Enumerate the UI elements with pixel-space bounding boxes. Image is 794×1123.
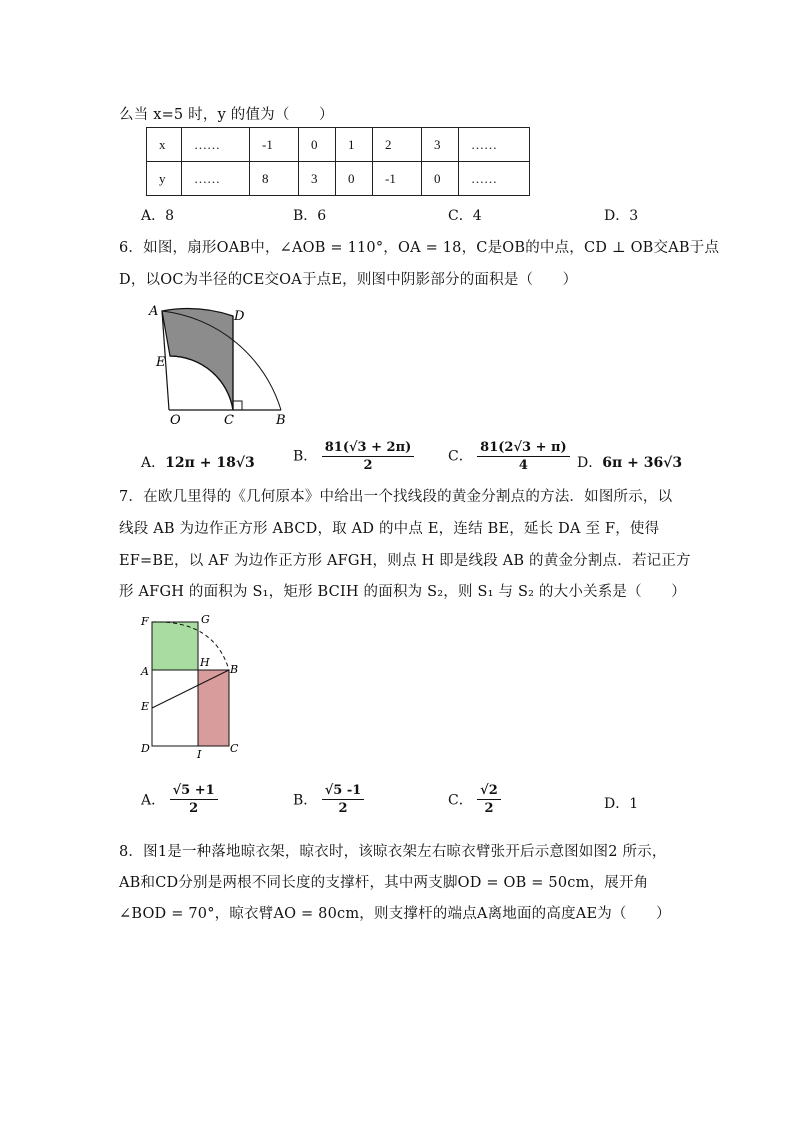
- q5-stem-tail: 么当 x=5 时，y 的值为（ ）: [119, 107, 334, 123]
- q6-label-a: A: [149, 304, 159, 319]
- q6-sector-figure: [140, 300, 310, 435]
- q7-label-f: F: [141, 615, 149, 628]
- table-cell: x: [147, 128, 182, 162]
- q7-option-d[interactable]: D．1: [604, 796, 639, 812]
- table-row: [147, 128, 530, 162]
- q6-stem-line1: 6．如图，扇形OAB中，∠AOB = 110°，OA = 18，C是OB的中点，CD ⊥ OB交AB于点: [119, 240, 720, 256]
- q7-label-c: C: [230, 742, 239, 755]
- q7-label-a: A: [141, 665, 149, 678]
- q5-option-a[interactable]: A．8: [141, 208, 175, 224]
- q7-option-c-fraction: $\frac{√2}{2}$: [477, 783, 501, 816]
- q6-option-b-fraction: $\frac{81(√3 + 2\pi)}{2}$: [322, 440, 415, 473]
- table-cell: 3: [299, 162, 336, 196]
- q6-shaded-region: [162, 309, 233, 410]
- q7-option-a[interactable]: [141, 783, 218, 816]
- q7-stem-line3: EF=BE，以 AF 为边作正方形 AFGH，则点 H 即是线段 AB 的黄金分割点．若记正方: [119, 553, 691, 569]
- table-cell: ……: [182, 128, 250, 162]
- q7-label-g: G: [201, 613, 210, 626]
- q6-option-d[interactable]: [577, 452, 682, 472]
- table-cell: -1: [373, 162, 422, 196]
- q6-option-a-value: 12π + 18√3: [165, 455, 255, 471]
- q6-option-a-prefix: A．: [141, 455, 166, 471]
- q6-option-a[interactable]: [141, 452, 255, 472]
- q6-right-angle-mark: [233, 401, 242, 410]
- table-cell: 0: [299, 128, 336, 162]
- q7-label-i: I: [197, 748, 202, 761]
- table-cell: y: [147, 162, 182, 196]
- q7-rect-bcih: [198, 670, 229, 746]
- q8-stem-line2: AB和CD分别是两根不同长度的支撑杆，其中两支脚OD = OB = 50cm，展开角: [119, 875, 649, 891]
- table-cell: 3: [422, 128, 459, 162]
- table-cell: 0: [422, 162, 459, 196]
- table-row: [147, 162, 530, 196]
- q6-label-e: E: [156, 355, 166, 370]
- q7-option-b-fraction: $\frac{√5 -1}{2}$: [322, 783, 365, 816]
- table-cell: 2: [373, 128, 422, 162]
- q6-option-d-prefix: D．: [577, 455, 603, 471]
- q8-stem-line1: 8．图1是一种落地晾衣架，晾衣时，该晾衣架左右晾衣臂张开后示意图如图2 所示，: [119, 844, 667, 860]
- q8-stem-line3: ∠BOD = 70°，晾衣臂AO = 80cm，则支撑杆的端点A离地面的高度AE为（ ）: [119, 906, 671, 922]
- q7-option-b[interactable]: [293, 783, 364, 816]
- q7-stem-line1: 7．在欧几里得的《几何原本》中给出一个找线段的黄金分割点的方法．如图所示，以: [119, 489, 673, 505]
- table-cell: 0: [336, 162, 373, 196]
- q7-stem-line4: 形 AFGH 的面积为 S₁，矩形 BCIH 的面积为 S₂，则 S₁ 与 S₂ 的大小关系是（ ）: [119, 584, 686, 600]
- table-cell: ……: [459, 162, 530, 196]
- table-cell: ……: [459, 128, 530, 162]
- q6-option-b-prefix: B．: [293, 448, 318, 465]
- q7-stem-line2: 线段 AB 为边作正方形 ABCD，取 AD 的中点 E，连结 BE，延长 DA 至 F，使得: [119, 521, 660, 537]
- q6-option-b[interactable]: [293, 440, 414, 473]
- table-cell: 8: [250, 162, 299, 196]
- xy-value-table: [146, 127, 530, 196]
- q6-option-c-prefix: C．: [448, 448, 473, 465]
- q7-label-b: B: [230, 663, 239, 676]
- table-cell: ……: [182, 162, 250, 196]
- q7-square-afgh: [152, 622, 198, 670]
- q6-stem-line2: D，以OC为半径的CE交OA于点E，则图中阴影部分的面积是（ ）: [119, 272, 578, 288]
- q7-label-h: H: [200, 656, 210, 669]
- q7-option-a-prefix: A．: [141, 792, 166, 809]
- q5-option-b[interactable]: B．6: [293, 208, 327, 224]
- q6-label-c: C: [224, 413, 234, 428]
- q7-golden-ratio-figure: [138, 612, 248, 762]
- q6-label-b: B: [276, 413, 286, 428]
- q7-label-e: E: [141, 700, 150, 713]
- q6-label-o: O: [170, 413, 181, 428]
- q6-option-c-fraction: $\frac{81(2√3 + \pi)}{4}$: [477, 440, 570, 473]
- q5-option-c[interactable]: C．4: [448, 208, 482, 224]
- q6-label-d: D: [234, 309, 245, 324]
- q7-label-d: D: [141, 742, 150, 755]
- table-cell: 1: [336, 128, 373, 162]
- q7-option-c[interactable]: [448, 783, 501, 816]
- q6-option-d-value: 6π + 36√3: [602, 455, 683, 471]
- q5-option-d[interactable]: D．3: [604, 208, 639, 224]
- q7-option-c-prefix: C．: [448, 792, 473, 809]
- q7-option-a-fraction: $\frac{√5 +1}{2}$: [170, 783, 218, 816]
- table-cell: -1: [250, 128, 299, 162]
- q6-option-c[interactable]: [448, 440, 570, 473]
- q7-option-b-prefix: B．: [293, 792, 318, 809]
